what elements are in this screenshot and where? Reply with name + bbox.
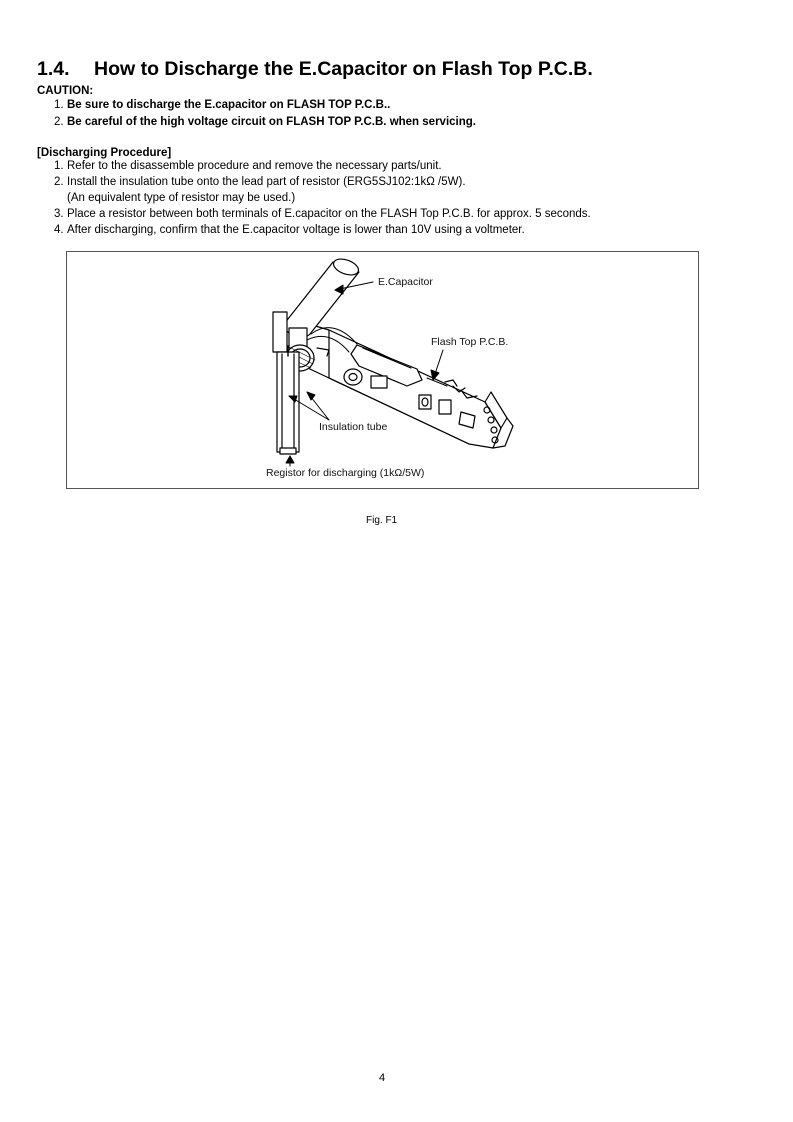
procedure-step-2-note-text: (An equivalent type of resistor may be used.) (67, 192, 296, 204)
procedure-step-2-number: 2. (54, 176, 64, 188)
procedure-step-3-text: Place a resistor between both terminals of E.capacitor on the FLASH Top P.C.B. for approx. 5 seconds. (67, 208, 591, 220)
caution-item-1-text: Be sure to discharge the E.capacitor on FLASH TOP P.C.B.. (67, 99, 391, 111)
section-heading (37, 58, 593, 81)
page-number: 4 (379, 1072, 386, 1084)
caution-item-1-number: 1. (54, 99, 64, 111)
caution-item-2-number: 2. (54, 116, 64, 128)
caution-item-1 (54, 98, 390, 112)
procedure-step-4-number: 4. (54, 224, 64, 236)
procedure-step-4-text: After discharging, confirm that the E.capacitor voltage is lower than 10V using a voltmeter. (67, 224, 525, 236)
figure-caption: Fig. F1 (366, 515, 398, 526)
procedure-step-3-number: 3. (54, 208, 64, 220)
section-number: 1.4. (37, 58, 70, 80)
label-insulation-tube: Insulation tube (319, 421, 388, 433)
procedure-step-1-text: Refer to the disassemble procedure and remove the necessary parts/unit. (67, 160, 442, 172)
procedure-step-2-text: Install the insulation tube onto the lead part of resistor (ERG5SJ102:1kΩ /5W). (67, 176, 466, 188)
caution-item-2-text: Be careful of the high voltage circuit on FLASH TOP P.C.B. when servicing. (67, 116, 476, 128)
procedure-step-1 (54, 159, 442, 173)
procedure-step-2-note (54, 191, 295, 205)
label-resistor: Registor for discharging (1kΩ/5W) (266, 467, 425, 479)
e-capacitor-drawing (284, 256, 361, 337)
caution-label: CAUTION: (37, 85, 94, 97)
label-flash-top-pcb: Flash Top P.C.B. (431, 336, 509, 348)
caution-item-2 (54, 115, 476, 129)
procedure-step-3 (54, 207, 591, 221)
procedure-step-1-number: 1. (54, 160, 64, 172)
procedure-step-2 (54, 175, 466, 189)
procedure-step-4 (54, 223, 525, 237)
label-e-capacitor: E.Capacitor (378, 276, 433, 288)
section-title: How to Discharge the E.Capacitor on Flash Top P.C.B. (94, 58, 593, 80)
procedure-label: [Discharging Procedure] (37, 147, 172, 159)
figure-frame (66, 251, 699, 489)
